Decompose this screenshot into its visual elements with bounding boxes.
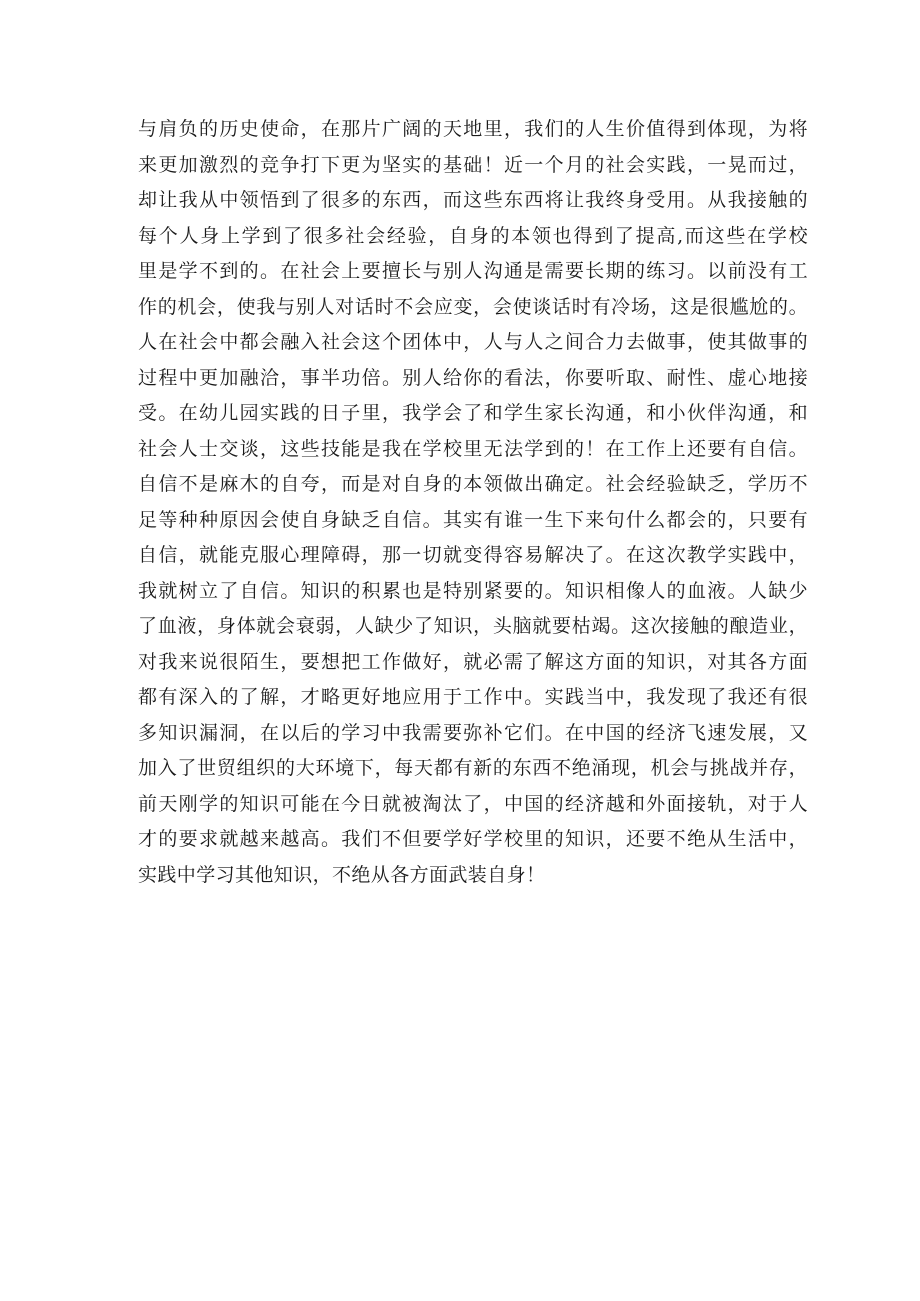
text-line: 每个人身上学到了很多社会经验，自身的本领也得到了提高,而这些在学校: [138, 224, 808, 247]
text-line: 社会人士交谈，这些技能是我在学校里无法学到的！在工作上还要有自信。: [138, 437, 808, 460]
text-line: 却让我从中领悟到了很多的东西，而这些东西将让我终身受用。从我接触的: [138, 189, 808, 211]
text-line: 自信不是麻木的自夸，而是对自身的本领做出确定。社会经验缺乏，学历不: [138, 473, 808, 495]
text-line: 作的机会，使我与别人对话时不会应变，会使谈话时有冷场，这是很尴尬的。: [138, 295, 808, 318]
text-line: 前天刚学的知识可能在今日就被淘汰了，中国的经济越和外面接轨，对于人: [138, 792, 808, 815]
text-line: 才的要求就越来越高。我们不但要学好学校里的知识，还要不绝从生活中，: [138, 828, 808, 850]
text-line: 受。在幼儿园实践的日子里，我学会了和学生家长沟通，和小伙伴沟通，和: [138, 402, 808, 424]
text-line: 与肩负的历史使命，在那片广阔的天地里，我们的人生价值得到体现，为将: [138, 118, 808, 140]
text-line: 对我来说很陌生，要想把工作做好，就必需了解这方面的知识，对其各方面: [138, 650, 808, 673]
text-line-last: 实践中学习其他知识，不绝从各方面武装自身！: [138, 863, 546, 886]
text-line: 过程中更加融洽，事半功倍。别人给你的看法，你要听取、耐性、虚心地接: [138, 366, 808, 389]
text-line: 加入了世贸组织的大环境下，每天都有新的东西不绝涌现，机会与挑战并存，: [138, 757, 808, 779]
text-line: 足等种种原因会使自身缺乏自信。其实有谁一生下来句什么都会的，只要有: [138, 508, 808, 531]
text-line: 自信，就能克服心理障碍，那一切就变得容易解决了。在这次教学实践中，: [138, 544, 808, 566]
body-text: [138, 112, 808, 893]
text-line: 里是学不到的。在社会上要擅长与别人沟通是需要长期的练习。以前没有工: [138, 260, 808, 282]
text-line: 了血液，身体就会衰弱，人缺少了知识，头脑就要枯竭。这次接触的酿造业，: [138, 615, 808, 637]
text-line: 都有深入的了解，才略更好地应用于工作中。实践当中，我发现了我还有很: [138, 686, 808, 708]
text-line: 来更加激烈的竞争打下更为坚实的基础！近一个月的社会实践，一晃而过，: [138, 153, 808, 176]
text-line: 人在社会中都会融入社会这个团体中，人与人之间合力去做事，使其做事的: [138, 331, 808, 353]
text-line: 我就树立了自信。知识的积累也是特别紧要的。知识相像人的血液。人缺少: [138, 579, 808, 602]
text-line: 多知识漏洞，在以后的学习中我需要弥补它们。在中国的经济飞速发展，又: [138, 721, 808, 744]
